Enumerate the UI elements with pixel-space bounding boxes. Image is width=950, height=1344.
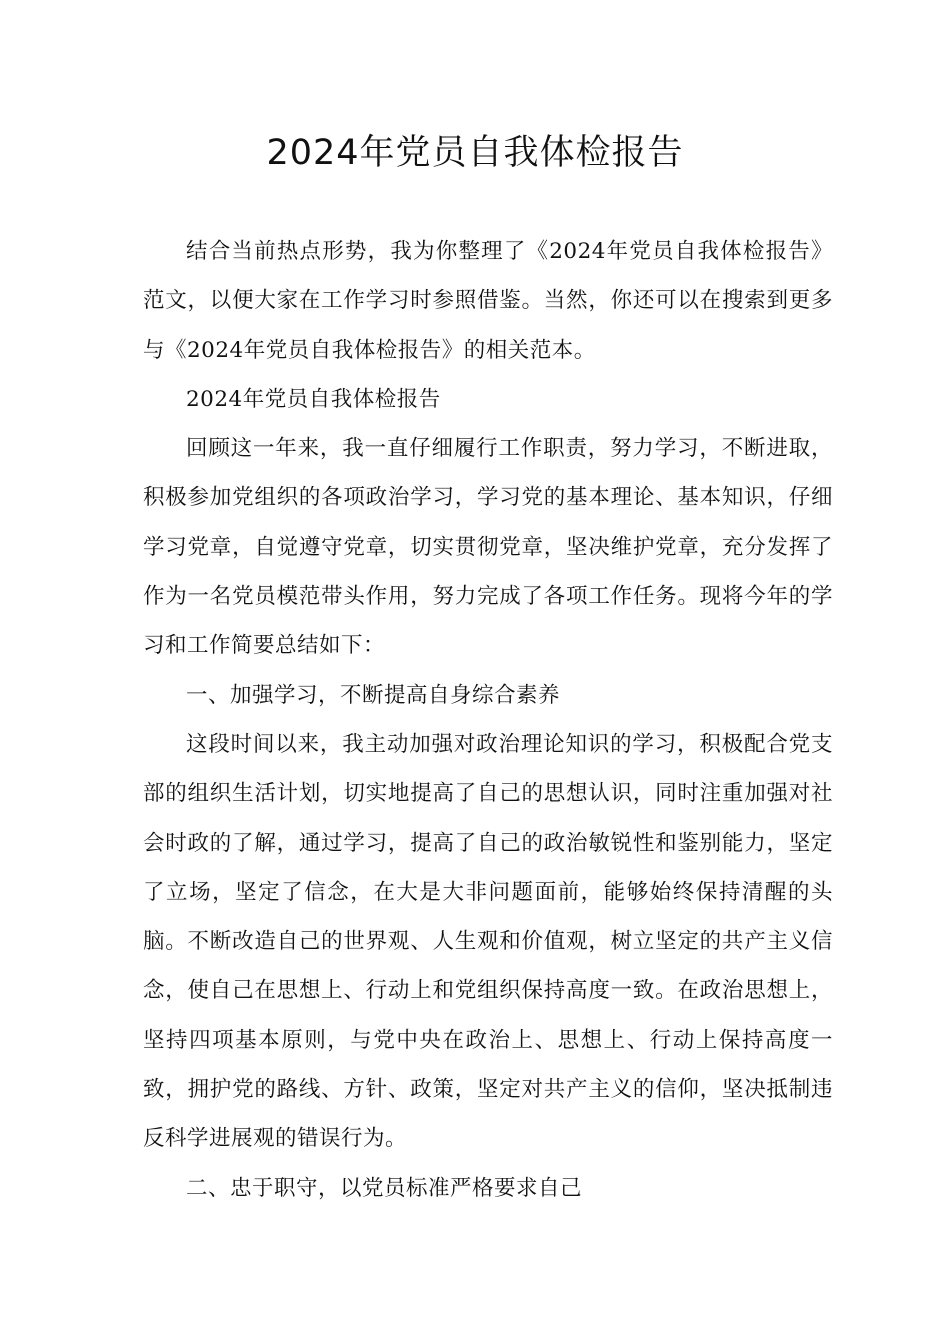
body-paragraph-2: 这段时间以来，我主动加强对政治理论知识的学习，积极配合党支部的组织生活计划，切实地提高了自己的思想认识，同时注重加强对社会时政的了解，通过学习，提高了自己的政治敏锐性和鉴别能力，坚定了立场，坚定了信念，在大是大非问题面前，能够始终保持清醒的头脑。不断改造自己的世界观、人生观和价值观，树立坚定的共产主义信念，使自己在思想上、行动上和党组织保持高度一致。在政治思想上，坚持四项基本原则，与党中央在政治上、思想上、行动上保持高度一致，拥护党的路线、方针、政策，坚定对共产主义的信仰，坚决抵制违反科学进展观的错误行为。 [143, 731, 833, 1152]
document-subtitle: 2024年党员自我体检报告 [186, 386, 441, 412]
document-title: 2024年党员自我体检报告 [266, 133, 684, 173]
intro-paragraph: 结合当前热点形势，我为你整理了《2024年党员自我体检报告》范文，以便大家在工作学习时参照借鉴。当然，你还可以在搜索到更多与《2024年党员自我体检报告》的相关范本。 [143, 239, 833, 363]
section-2-heading: 二、忠于职守，以党员标准严格要求自己 [186, 1175, 583, 1201]
section-1-heading: 一、加强学习，不断提高自身综合素养 [186, 682, 561, 708]
body-paragraph-1: 回顾这一年来，我一直仔细履行工作职责，努力学习，不断进取，积极参加党组织的各项政治学习，学习党的基本理论、基本知识，仔细学习党章，自觉遵守党章，切实贯彻党章，坚决维护党章，充分发挥了作为一名党员模范带头作用，努力完成了各项工作任务。现将今年的学习和工作简要总结如下： [143, 436, 833, 659]
document-body [143, 227, 833, 1213]
